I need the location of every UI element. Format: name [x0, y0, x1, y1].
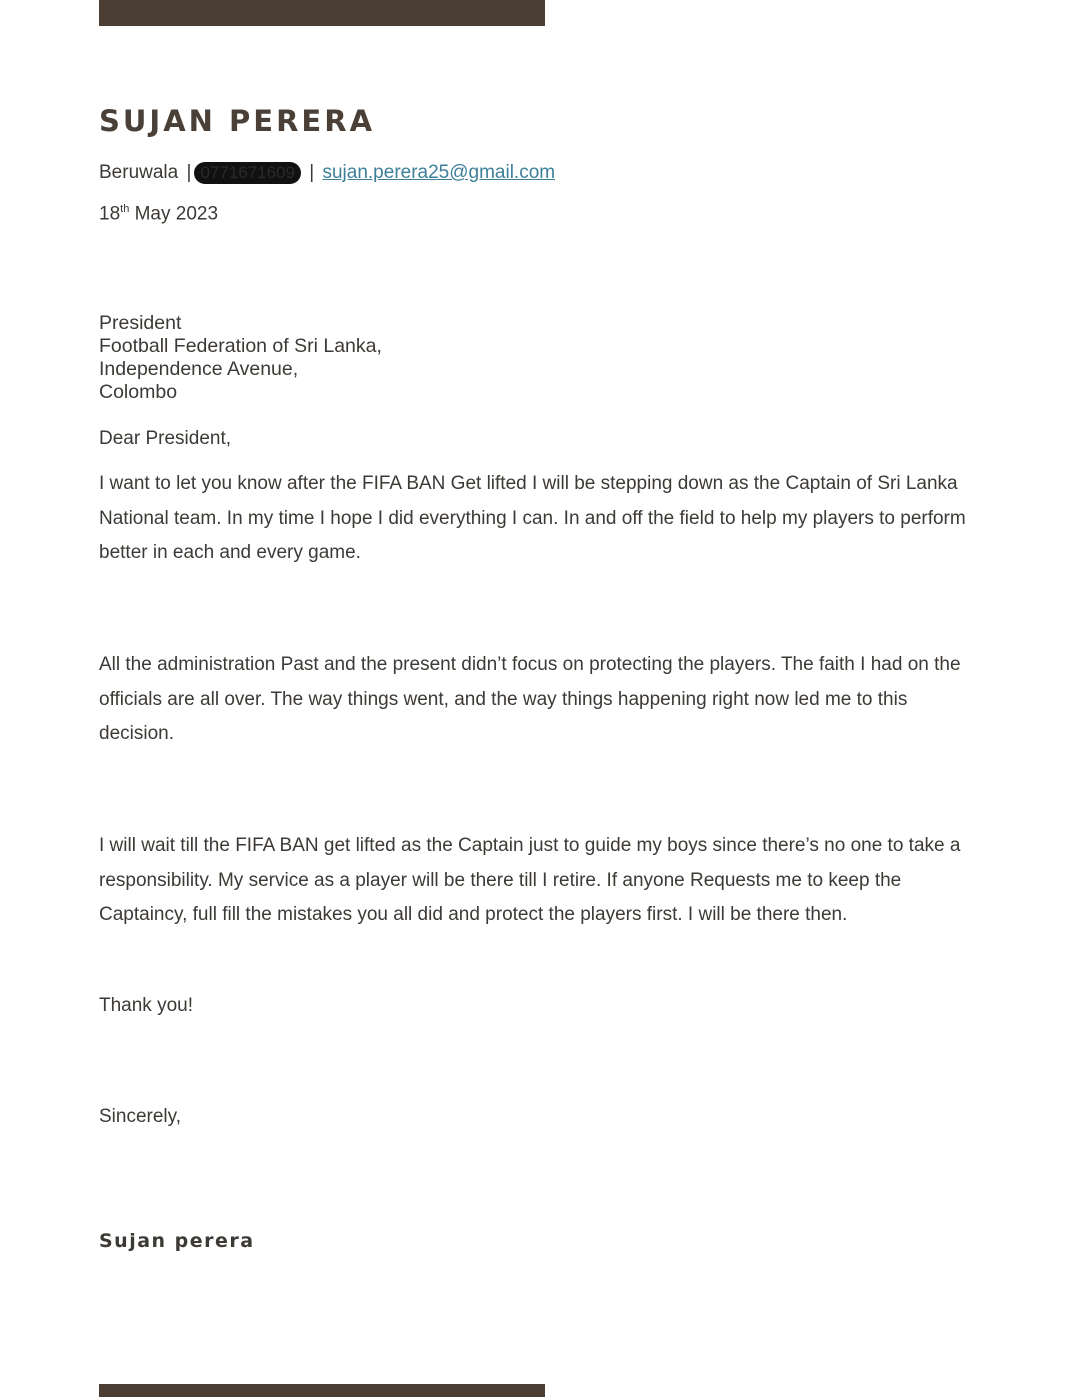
recipient-title: President: [99, 312, 182, 334]
date-month-year: May 2023: [134, 203, 219, 225]
separator: |: [309, 162, 315, 183]
body-paragraph-1: I want to let you know after the FIFA BAN Get lifted I will be stepping down as the Captain of Sri Lanka National team. In my time I hope I did everything I can. In and off the field to help my players to perform better in each and every game.: [99, 473, 966, 563]
signature-name: Sujan perera: [99, 1230, 255, 1252]
recipient-city: Colombo: [99, 381, 178, 403]
salutation: Dear President,: [99, 428, 232, 449]
sender-location: Beruwala: [99, 162, 179, 183]
email-link[interactable]: sujan.perera25@gmail.com: [322, 162, 556, 183]
recipient-address: [99, 312, 382, 404]
bottom-accent-bar: [99, 1384, 545, 1397]
top-accent-bar: [99, 0, 545, 26]
recipient-organization: Football Federation of Sri Lanka,: [99, 335, 382, 357]
thanks-line: Thank you!: [99, 995, 193, 1016]
date-day: 18: [99, 203, 121, 225]
sender-name: SUJAN PERERA: [99, 104, 376, 138]
body-paragraph-3: I will wait till the FIFA BAN get lifted as the Captain just to guide my boys since there’s no one to take a responsibility. My service as a player will be there till I retire. If anyone Requests me to keep the Captaincy, full fill the mistakes you all did and protect the players first. I will be there then.: [99, 835, 961, 925]
date-suffix: th: [120, 203, 130, 215]
recipient-street: Independence Avenue,: [99, 358, 299, 380]
letter-date: [99, 196, 218, 227]
body-paragraph-2: All the administration Past and the present didn’t focus on protecting the players. The faith I had on the officials are all over. The way things went, and the way things happening right now led me to this decision.: [99, 654, 961, 744]
separator: |: [186, 162, 192, 183]
closing-line: Sincerely,: [99, 1106, 182, 1127]
contact-line: [99, 160, 555, 186]
phone-number-redacted: 0771671609: [194, 162, 301, 184]
